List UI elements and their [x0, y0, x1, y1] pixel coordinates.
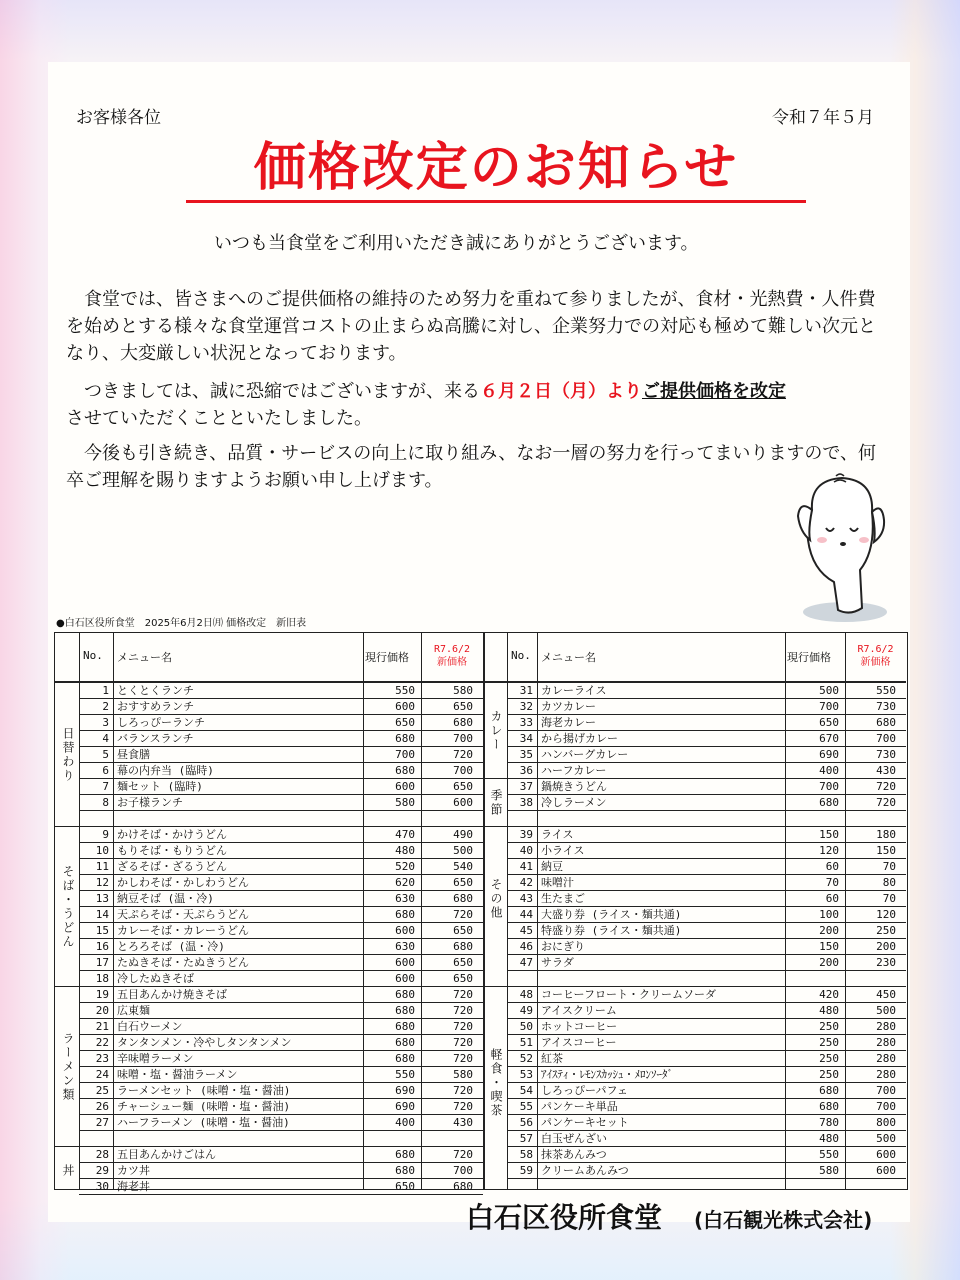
table-row-no: 57: [519, 1132, 533, 1145]
table-row-name: クリームあんみつ: [541, 1164, 629, 1177]
table-row-new-price: 580: [453, 684, 473, 697]
table-row-current-price: 600: [395, 972, 415, 985]
table-row-no: [79, 1131, 109, 1147]
table-row-name: たぬきそば・たぬきうどん: [117, 956, 249, 969]
category-label: 軽食・喫茶: [489, 1048, 503, 1118]
table-row-name: かけそば・かけうどん: [117, 828, 227, 841]
table-row-no: 53: [519, 1068, 533, 1081]
table-row-name: コーヒーフロート・クリームソーダ: [541, 988, 717, 1001]
intro-text: いつも当食堂をご利用いただき誠にありがとうございます。: [214, 233, 699, 254]
paragraph-1: 食堂では、皆さまへのご提供価格の維持のため努力を重ねて参りましたが、食材・光熱費・人件費を始めとする様々な食堂運営コストの止まらぬ高騰に対し、企業努力での対応も極めて難しい次元となり、大変厳しい状況となっております。: [66, 289, 876, 364]
table-row-new-price: 720: [453, 1036, 473, 1049]
table-row-current-price: 500: [819, 684, 839, 697]
table-row-name: パンケーキセット: [541, 1116, 629, 1129]
category-label: その他: [489, 878, 503, 920]
table-row-name: 広東麺: [117, 1004, 150, 1017]
table-row-new-price: 700: [876, 732, 896, 745]
table-row-current-price: 400: [395, 1116, 415, 1129]
table-row-no: 8: [102, 796, 109, 809]
category-label: そば・うどん: [61, 865, 75, 949]
table-row-name: ｱｲｽﾃｨ・ﾚﾓﾝｽｶｯｼｭ・ﾒﾛﾝｿｰﾀﾞ: [541, 1068, 673, 1081]
table-row-no: 17: [95, 956, 109, 969]
table-row-current-price: 680: [819, 1100, 839, 1113]
table-row-name: アイスコーヒー: [541, 1036, 617, 1049]
table-row-new-price: 650: [453, 972, 473, 985]
table-row-new-price: 650: [453, 780, 473, 793]
company-name: (白石観光株式会社): [694, 1208, 873, 1232]
table-row-current-price: 580: [819, 1164, 839, 1177]
table-row-current-price: 480: [819, 1132, 839, 1145]
new-price-label: 新価格: [860, 657, 891, 668]
table-row-new-price: 720: [453, 1004, 473, 1017]
table-row-new-price: 720: [453, 1052, 473, 1065]
table-rule: [483, 986, 507, 987]
table-row-current-price: 200: [819, 924, 839, 937]
table-row-no: 9: [102, 828, 109, 841]
table-row-current-price: 680: [395, 908, 415, 921]
table-row-current-price: 700: [819, 700, 839, 713]
table-row-no: 45: [519, 924, 533, 937]
table-header-new-price: [421, 643, 483, 669]
table-row-name: カツカレー: [541, 700, 596, 713]
table-row-current-price: 200: [819, 956, 839, 969]
table-row-new-price: 280: [876, 1068, 896, 1081]
table-row-no: 7: [102, 780, 109, 793]
table-row-current-price: 250: [819, 1052, 839, 1065]
table-row-current-price: 630: [395, 892, 415, 905]
table-row-name: かしわそば・かしわうどん: [117, 876, 249, 889]
table-row-no: 36: [519, 764, 533, 777]
table-header-current: 現行価格: [787, 651, 831, 664]
table-row-no: 24: [95, 1068, 109, 1081]
table-row-name: 納豆そば (温・冷): [117, 892, 214, 905]
table-row-current-price: 650: [395, 716, 415, 729]
table-row-name: 海老カレー: [541, 716, 596, 729]
table-row-current-price: 600: [395, 780, 415, 793]
table-row-new-price: 230: [876, 956, 896, 969]
table-row-name: 納豆: [541, 860, 563, 873]
table-row-new-price: 280: [876, 1020, 896, 1033]
table-row-new-price: 680: [453, 892, 473, 905]
table-rule: [483, 778, 507, 779]
new-price-date: R7.6/2: [857, 644, 894, 655]
table-row-name: しろっぴーパフェ: [541, 1084, 628, 1097]
table-row-new-price: 700: [453, 1164, 473, 1177]
table-row-no: 35: [519, 748, 533, 761]
table-row-name: とろろそば (温・冷): [117, 940, 225, 953]
table-row-current-price: 650: [819, 716, 839, 729]
table-row-name: 抹茶あんみつ: [541, 1148, 607, 1161]
table-header-menu: メニュー名: [541, 651, 596, 664]
table-row-name: ホットコーヒー: [541, 1020, 618, 1033]
table-row-new-price: 720: [453, 908, 473, 921]
table-row-no: 34: [519, 732, 533, 745]
table-row-new-price: 70: [882, 892, 896, 905]
table-row-name: とくとくランチ: [117, 684, 194, 697]
table-row-new-price: 280: [876, 1036, 896, 1049]
table-row-name: ざるそば・ざるうどん: [117, 860, 227, 873]
new-price-date: R7.6/2: [433, 644, 471, 655]
table-row-new-price: 430: [453, 1116, 473, 1129]
cafeteria-name: 白石区役所食堂: [466, 1201, 663, 1234]
table-row-name: 昼食膳: [117, 748, 150, 761]
table-row-new-price: 720: [453, 1020, 473, 1033]
table-row-name: 辛味噌ラーメン: [117, 1052, 194, 1065]
table-row-no: 3: [102, 716, 109, 729]
table-row-name: 鍋焼きうどん: [541, 780, 607, 793]
page-title: 価格改定のお知らせ: [186, 136, 806, 203]
table-row-new-price: 280: [876, 1052, 896, 1065]
table-row-no: 56: [519, 1116, 533, 1129]
table-row-no: 44: [519, 908, 533, 921]
table-row-name: ハンバーグカレー: [541, 748, 629, 761]
table-row-no: 55: [519, 1100, 533, 1113]
table-header-no: No.: [83, 649, 103, 662]
table-row-name: 白玉ぜんざい: [541, 1132, 607, 1145]
table-row-name: 五目あんかけ焼きそば: [117, 988, 227, 1001]
table-row-name: 冷したぬきそば: [117, 972, 194, 985]
table-row-no: 54: [519, 1084, 533, 1097]
table-row-name: サラダ: [541, 956, 574, 969]
table-row-new-price: 720: [453, 988, 473, 1001]
table-row-no: 42: [519, 876, 533, 889]
table-row-new-price: 490: [453, 828, 473, 841]
table-row-new-price: 430: [876, 764, 896, 777]
table-row-current-price: 700: [819, 780, 839, 793]
table-row-no: 51: [519, 1036, 533, 1049]
table-row-new-price: 800: [876, 1116, 896, 1129]
table-row-current-price: 550: [819, 1148, 839, 1161]
table-row-new-price: 720: [453, 1100, 473, 1113]
table-row-name: もりそば・もりうどん: [117, 844, 227, 857]
table-row-name: カレーライス: [541, 684, 607, 697]
table-row-no: 21: [95, 1020, 109, 1033]
table-row-no: 31: [519, 684, 533, 697]
table-row-no: 41: [519, 860, 533, 873]
table-row-name: おにぎり: [541, 940, 585, 953]
table-row-current-price: 690: [395, 1084, 415, 1097]
table-row-current-price: 680: [395, 1020, 415, 1033]
table-row-no: 30: [95, 1180, 109, 1193]
table-row-no: 40: [519, 844, 533, 857]
table-row-no: [507, 971, 533, 987]
table-row-current-price: 70: [825, 876, 839, 889]
table-row-no: 37: [519, 780, 533, 793]
table-row-current-price: [363, 811, 415, 827]
table-row-current-price: 680: [819, 796, 839, 809]
table-row-current-price: [363, 1131, 415, 1147]
table-row-current-price: 400: [819, 764, 839, 777]
table-row-no: 5: [102, 748, 109, 761]
table-row-name: 白石ウーメン: [117, 1020, 183, 1033]
price-table: [54, 632, 908, 1193]
table-row-name: 特盛り券 (ライス・麺共通): [541, 924, 682, 937]
table-row-current-price: 700: [395, 748, 415, 761]
table-rule: [537, 633, 538, 1189]
new-price-label: 新価格: [437, 657, 467, 668]
table-row-no: 28: [95, 1148, 109, 1161]
table-row-new-price: [845, 811, 896, 827]
table-row-current-price: 680: [395, 732, 415, 745]
revision-notice: ご提供価格を改定: [642, 381, 786, 402]
table-row-current-price: 680: [395, 764, 415, 777]
table-row-name: アイスクリーム: [541, 1004, 617, 1017]
table-rule: [55, 986, 79, 987]
table-row-current-price: 600: [395, 700, 415, 713]
table-row-no: 18: [95, 972, 109, 985]
table-row-new-price: 540: [453, 860, 473, 873]
table-row-new-price: 180: [876, 828, 896, 841]
table-row-no: 33: [519, 716, 533, 729]
table-row-current-price: 60: [825, 860, 839, 873]
table-header-new-price: [845, 643, 906, 669]
table-row-name: ラーメンセット (味噌・塩・醤油): [117, 1084, 291, 1097]
table-row-no: 59: [519, 1164, 533, 1177]
table-header-no: No.: [511, 649, 531, 662]
table-row-no: 52: [519, 1052, 533, 1065]
category-label: カレー: [489, 710, 503, 752]
table-row-name: バランスランチ: [117, 732, 194, 745]
table-row-current-price: 650: [395, 1180, 415, 1193]
table-row-new-price: [421, 1131, 473, 1147]
table-row-no: 27: [95, 1116, 109, 1129]
table-row-name: 天ぷらそば・天ぷらうどん: [117, 908, 249, 921]
table-row-no: 26: [95, 1100, 109, 1113]
table-row-new-price: 580: [453, 1068, 473, 1081]
table-row-new-price: 650: [453, 876, 473, 889]
paragraph-2: つきましては、誠に恐縮ではございますが、来る６月２日（月）よりご提供価格を改定 させていただくことといたしました。: [66, 381, 786, 429]
table-row-current-price: [785, 811, 839, 827]
table-rule: [483, 826, 507, 827]
table-row-new-price: [421, 811, 473, 827]
table-row-current-price: 680: [395, 1164, 415, 1177]
table-row-current-price: 60: [825, 892, 839, 905]
table-row-no: 50: [519, 1020, 533, 1033]
table-row-no: 16: [95, 940, 109, 953]
table-rule: [483, 633, 485, 1189]
table-row-new-price: 500: [453, 844, 473, 857]
table-row-current-price: 250: [819, 1020, 839, 1033]
table-row-no: 11: [95, 860, 109, 873]
table-row-no: 23: [95, 1052, 109, 1065]
table-row-name: チャーシュー麺 (味噌・塩・醤油): [117, 1100, 291, 1113]
table-row-current-price: 480: [395, 844, 415, 857]
table-row-new-price: 680: [453, 716, 473, 729]
table-row-no: 48: [519, 988, 533, 1001]
table-row-name: ハーフラーメン (味噌・塩・醤油): [117, 1116, 290, 1129]
table-row-current-price: 470: [395, 828, 415, 841]
category-label: 丼: [61, 1164, 75, 1178]
category-label: ラーメン類: [61, 1032, 75, 1102]
table-row-new-price: 720: [453, 1084, 473, 1097]
table-row-name: ライス: [541, 828, 574, 841]
table-row-new-price: 700: [876, 1100, 896, 1113]
table-row-no: 58: [519, 1148, 533, 1161]
table-row-current-price: 480: [819, 1004, 839, 1017]
table-row-current-price: [785, 971, 839, 987]
table-row-name: ハーフカレー: [541, 764, 607, 777]
table-row-current-price: 150: [819, 940, 839, 953]
table-row-new-price: 700: [453, 732, 473, 745]
table-row-new-price: 500: [876, 1004, 896, 1017]
table-row-name: 小ライス: [541, 844, 585, 857]
table-row-no: 15: [95, 924, 109, 937]
table-row-no: 20: [95, 1004, 109, 1017]
table-row-new-price: 650: [453, 956, 473, 969]
table-row-new-price: 600: [453, 796, 473, 809]
table-row-new-price: 730: [876, 700, 896, 713]
table-caption: ●白石区役所食堂 2025年6月2日㈪ 価格改定 新旧表: [56, 618, 307, 629]
table-rule: [55, 826, 79, 827]
table-row-current-price: 680: [395, 1036, 415, 1049]
table-row-new-price: 80: [882, 876, 896, 889]
category-label: 日替わり: [61, 727, 75, 783]
table-rule: [113, 633, 114, 1189]
table-row-no: 13: [95, 892, 109, 905]
table-row-new-price: 680: [876, 716, 896, 729]
table-row-new-price: 650: [453, 700, 473, 713]
table-row-current-price: 250: [819, 1036, 839, 1049]
table-row-current-price: 150: [819, 828, 839, 841]
table-row-no: 14: [95, 908, 109, 921]
mascot-illustration: [790, 470, 890, 630]
table-row-new-price: 700: [876, 1084, 896, 1097]
table-header-menu: メニュー名: [117, 651, 172, 664]
greeting: お客様各位: [76, 108, 161, 128]
table-row-no: 6: [102, 764, 109, 777]
table-row-no: 12: [95, 876, 109, 889]
table-row-name: 冷しラーメン: [541, 796, 607, 809]
table-row-new-price: 200: [876, 940, 896, 953]
table-row-current-price: 520: [395, 860, 415, 873]
table-row-name: おすすめランチ: [117, 700, 195, 713]
table-row-new-price: 550: [876, 684, 896, 697]
table-row-current-price: 680: [395, 988, 415, 1001]
table-row-current-price: 680: [395, 1148, 415, 1161]
table-row-name: 生たまご: [541, 892, 585, 905]
table-row-no: 19: [95, 988, 109, 1001]
table-row-name: 紅茶: [541, 1052, 563, 1065]
table-row-name: 麺セット (臨時): [117, 780, 203, 793]
table-row-no: 46: [519, 940, 533, 953]
table-row-no: 4: [102, 732, 109, 745]
table-row-no: 43: [519, 892, 533, 905]
table-row-new-price: 120: [876, 908, 896, 921]
table-row-new-price: 720: [876, 780, 896, 793]
table-row-current-price: 120: [819, 844, 839, 857]
table-row-name: カツ丼: [117, 1164, 150, 1177]
table-row-new-price: 650: [453, 924, 473, 937]
table-rule: [55, 1146, 79, 1147]
table-row-name: カレーそば・カレーうどん: [117, 924, 249, 937]
table-row-new-price: 450: [876, 988, 896, 1001]
table-row-new-price: 680: [453, 1180, 473, 1193]
table-row-name: 大盛り券 (ライス・麺共通): [541, 908, 682, 921]
table-row-new-price: 150: [876, 844, 896, 857]
table-row-new-price: 720: [876, 796, 896, 809]
table-row-new-price: 700: [453, 764, 473, 777]
table-row-name: 味噌汁: [541, 876, 574, 889]
table-row-new-price: 500: [876, 1132, 896, 1145]
table-row-no: 10: [95, 844, 109, 857]
table-row-current-price: 100: [819, 908, 839, 921]
table-row-current-price: 550: [395, 684, 415, 697]
table-row-name: お子様ランチ: [117, 796, 183, 809]
table-row-no: 49: [519, 1004, 533, 1017]
table-row-name: しろっぴーランチ: [117, 716, 205, 729]
table-row-current-price: 580: [395, 796, 415, 809]
table-row-name: 幕の内弁当 (臨時): [117, 764, 214, 777]
table-row-current-price: 690: [819, 748, 839, 761]
table-row-name: 五目あんかけごはん: [117, 1148, 216, 1161]
table-row-current-price: 600: [395, 924, 415, 937]
table-row-no: 29: [95, 1164, 109, 1177]
table-row-current-price: 420: [819, 988, 839, 1001]
category-label: 季節: [489, 789, 503, 817]
table-row-new-price: 720: [453, 748, 473, 761]
table-row-current-price: 620: [395, 876, 415, 889]
table-header-current: 現行価格: [365, 651, 409, 664]
table-row-new-price: 720: [453, 1148, 473, 1161]
table-row-no: [507, 811, 533, 827]
table-row-current-price: 670: [819, 732, 839, 745]
table-row-name: 海老丼: [117, 1180, 150, 1193]
table-row-current-price: 780: [819, 1116, 839, 1129]
table-row-no: 1: [102, 684, 109, 697]
table-row-current-price: 680: [395, 1052, 415, 1065]
table-row-name: 味噌・塩・醤油ラーメン: [117, 1068, 238, 1081]
table-row-current-price: 680: [819, 1084, 839, 1097]
notice-date: 令和７年５月: [772, 108, 874, 128]
table-row-name: パンケーキ単品: [541, 1100, 618, 1113]
table-row-no: 2: [102, 700, 109, 713]
table-row-new-price: 70: [882, 860, 896, 873]
table-row-current-price: 550: [395, 1068, 415, 1081]
table-row-new-price: 730: [876, 748, 896, 761]
table-row-no: 22: [95, 1036, 109, 1049]
table-row-current-price: 690: [395, 1100, 415, 1113]
table-row-no: [79, 811, 109, 827]
revision-date: ６月２日（月）より: [480, 381, 642, 402]
table-row-new-price: 600: [876, 1164, 896, 1177]
table-row-new-price: 250: [876, 924, 896, 937]
table-row-name: タンタンメン・冷やしタンタンメン: [117, 1036, 292, 1049]
table-row-no: 38: [519, 796, 533, 809]
table-row-current-price: 630: [395, 940, 415, 953]
paragraph-3: 今後も引き続き、品質・サービスの向上に取り組み、なお一層の努力を行ってまいりますので、何卒ご理解を賜りますようお願い申し上げます。: [66, 443, 876, 491]
table-row-name: から揚げカレー: [541, 732, 618, 745]
table-row-no: 25: [95, 1084, 109, 1097]
table-row-no: 39: [519, 828, 533, 841]
table-row-current-price: 680: [395, 1004, 415, 1017]
table-row-no: 32: [519, 700, 533, 713]
table-row-current-price: 600: [395, 956, 415, 969]
table-row-current-price: 250: [819, 1068, 839, 1081]
table-row-new-price: [845, 971, 896, 987]
table-row-no: 47: [519, 956, 533, 969]
table-row-new-price: 600: [876, 1148, 896, 1161]
table-row-new-price: 680: [453, 940, 473, 953]
